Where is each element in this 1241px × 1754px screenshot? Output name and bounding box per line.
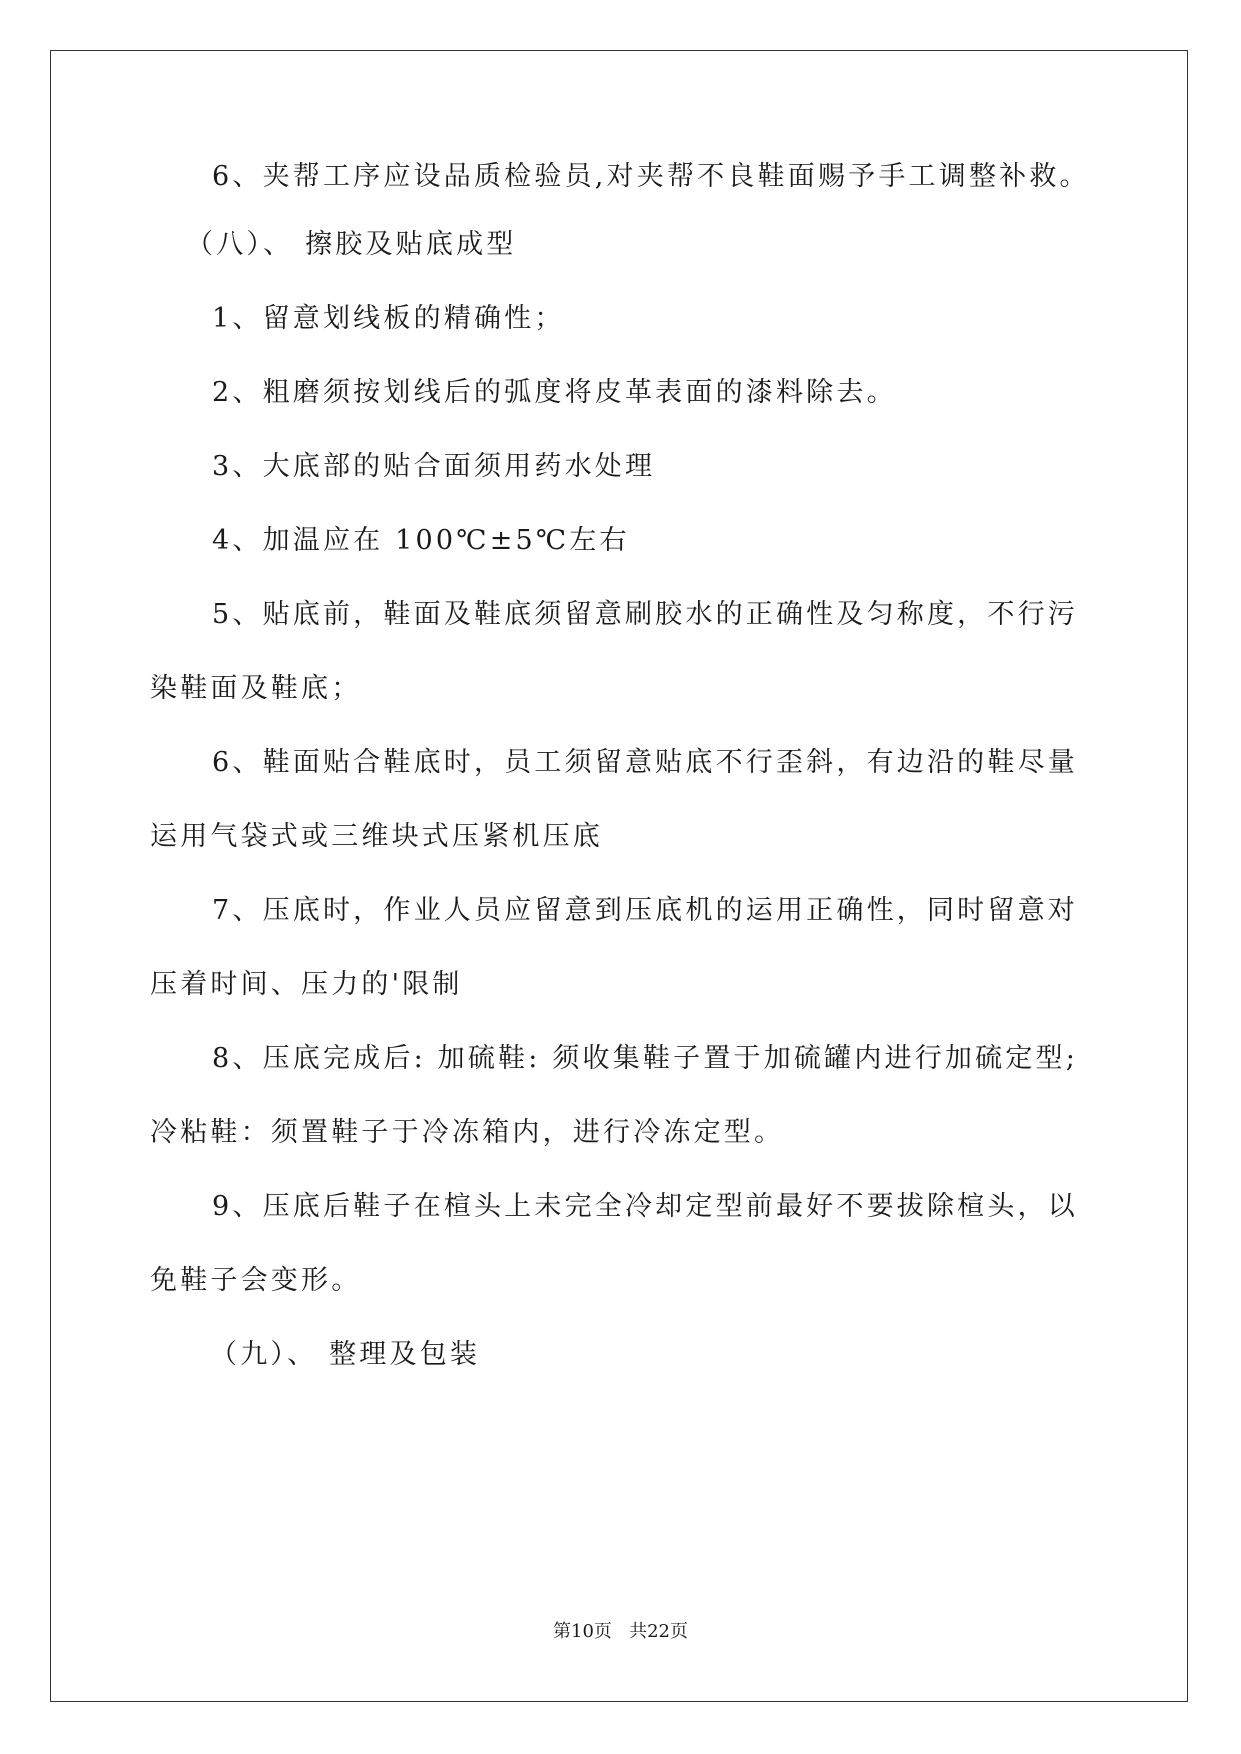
paragraph-line: 免鞋子会变形。	[150, 1265, 362, 1296]
paragraph-line: 染鞋面及鞋底；	[150, 673, 362, 704]
paragraph-line: 压着时间、压力的'限制	[150, 969, 463, 1000]
paragraph-line: 4、加温应在 100℃±5℃左右	[212, 525, 630, 556]
paragraph-line: 9、压底后鞋子在楦头上未完全冷却定型前最好不要拔除楦头，以	[212, 1191, 1078, 1222]
paragraph-line: 6、鞋面贴合鞋底时，员工须留意贴底不行歪斜，有边沿的鞋尽量	[212, 747, 1078, 778]
paragraph-line: 1、留意划线板的精确性；	[212, 303, 565, 334]
paragraph-line: 运用气袋式或三维块式压紧机压底	[150, 821, 603, 852]
page-border	[50, 50, 1188, 1702]
paragraph-line: 2、粗磨须按划线后的弧度将皮革表面的漆料除去。	[212, 377, 897, 408]
page-footer: 第10页 共22页	[553, 1621, 688, 1642]
section-heading: （八）、 擦胶及贴底成型	[186, 229, 517, 260]
paragraph-line: 3、大底部的贴合面须用药水处理	[212, 451, 656, 482]
paragraph-line: 6、夹帮工序应设品质检验员,对夹帮不良鞋面赐予手工调整补救。	[212, 161, 1090, 192]
paragraph-line: 5、贴底前，鞋面及鞋底须留意刷胶水的正确性及匀称度，不行污	[212, 599, 1078, 630]
paragraph-line: 8、压底完成后: 加硫鞋: 须收集鞋子置于加硫罐内进行加硫定型;	[212, 1043, 1079, 1074]
paragraph-line: 冷粘鞋：须置鞋子于冷冻箱内，进行冷冻定型。	[150, 1117, 785, 1148]
section-heading: （九）、 整理及包装	[210, 1339, 481, 1370]
paragraph-line: 7、压底时，作业人员应留意到压底机的运用正确性，同时留意对	[212, 895, 1078, 926]
